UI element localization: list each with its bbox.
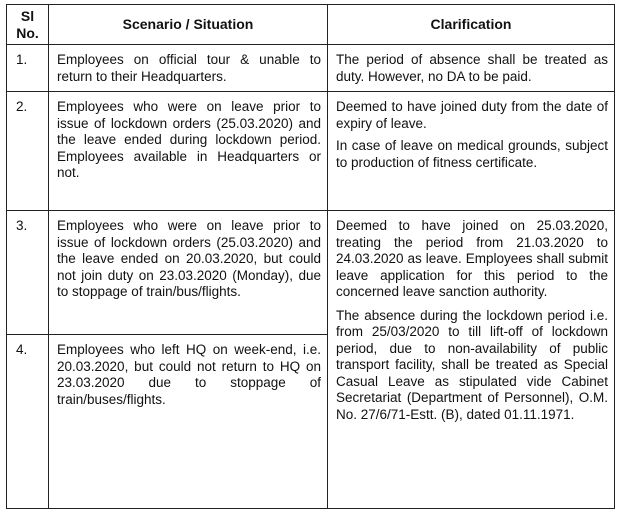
header-scenario: Scenario / Situation (49, 5, 328, 45)
row-3-scenario: Employees who were on leave prior to issue of lockdown orders (25.03.2020) and the leave ended on 20.03.2020, but could not join duty on 23.03.2020 (Monday), due to stoppage of train/bus/flights. (49, 211, 328, 335)
header-row (7, 5, 615, 45)
row-3-sl: 3. (7, 211, 49, 335)
row-2-sl: 2. (7, 92, 49, 211)
row-2-clarification-p2: In case of leave on medical grounds, subject to production of fitness certificate. (336, 138, 608, 170)
row-3-clarification-p1: Deemed to have joined on 25.03.2020, treating the period from 21.03.2020 to 24.03.2020 as leave. Employees shall submit leave application for this period to the concerned leave sanction authority. (336, 218, 608, 299)
row-2-clarification (328, 92, 615, 211)
rows-3-4-clarification (328, 211, 615, 509)
row-1-scenario: Employees on official tour & unable to return to their Headquarters. (49, 45, 328, 92)
clarification-table (6, 4, 615, 509)
row-1-clarification (328, 45, 615, 92)
row-4-clarification-p1: The absence during the lockdown period i.e. from 25/03/2020 to till lift-off of lockdown period, due to non-availability of public transport facility, shall be treated as Special Casual Leave as stipulated vide Cabinet Secretariat (Department of Personnel), O.M. No. 27/6/71-Estt. (B), dated 01.11.1971. (336, 307, 608, 422)
row-2-clarification-p1: Deemed to have joined duty from the date of expiry of leave. (336, 99, 608, 131)
row-1-clarification-p1: The period of absence shall be treated as duty. However, no DA to be paid. (336, 52, 608, 84)
header-sl-no: Sl No. (7, 5, 49, 45)
table-row (7, 211, 615, 335)
row-2-scenario: Employees who were on leave prior to issue of lockdown orders (25.03.2020) and the leave ended during lockdown period. Employees available in Headquarters or not. (49, 92, 328, 211)
header-clarification: Clarification (328, 5, 615, 45)
row-1-sl: 1. (7, 45, 49, 92)
table-row (7, 45, 615, 92)
table-row (7, 92, 615, 211)
row-4-sl: 4. (7, 335, 49, 509)
row-4-scenario: Employees who left HQ on week-end, i.e. 20.03.2020, but could not return to HQ on 23.03.2020 due to stoppage of train/buses/flights. (49, 335, 328, 509)
